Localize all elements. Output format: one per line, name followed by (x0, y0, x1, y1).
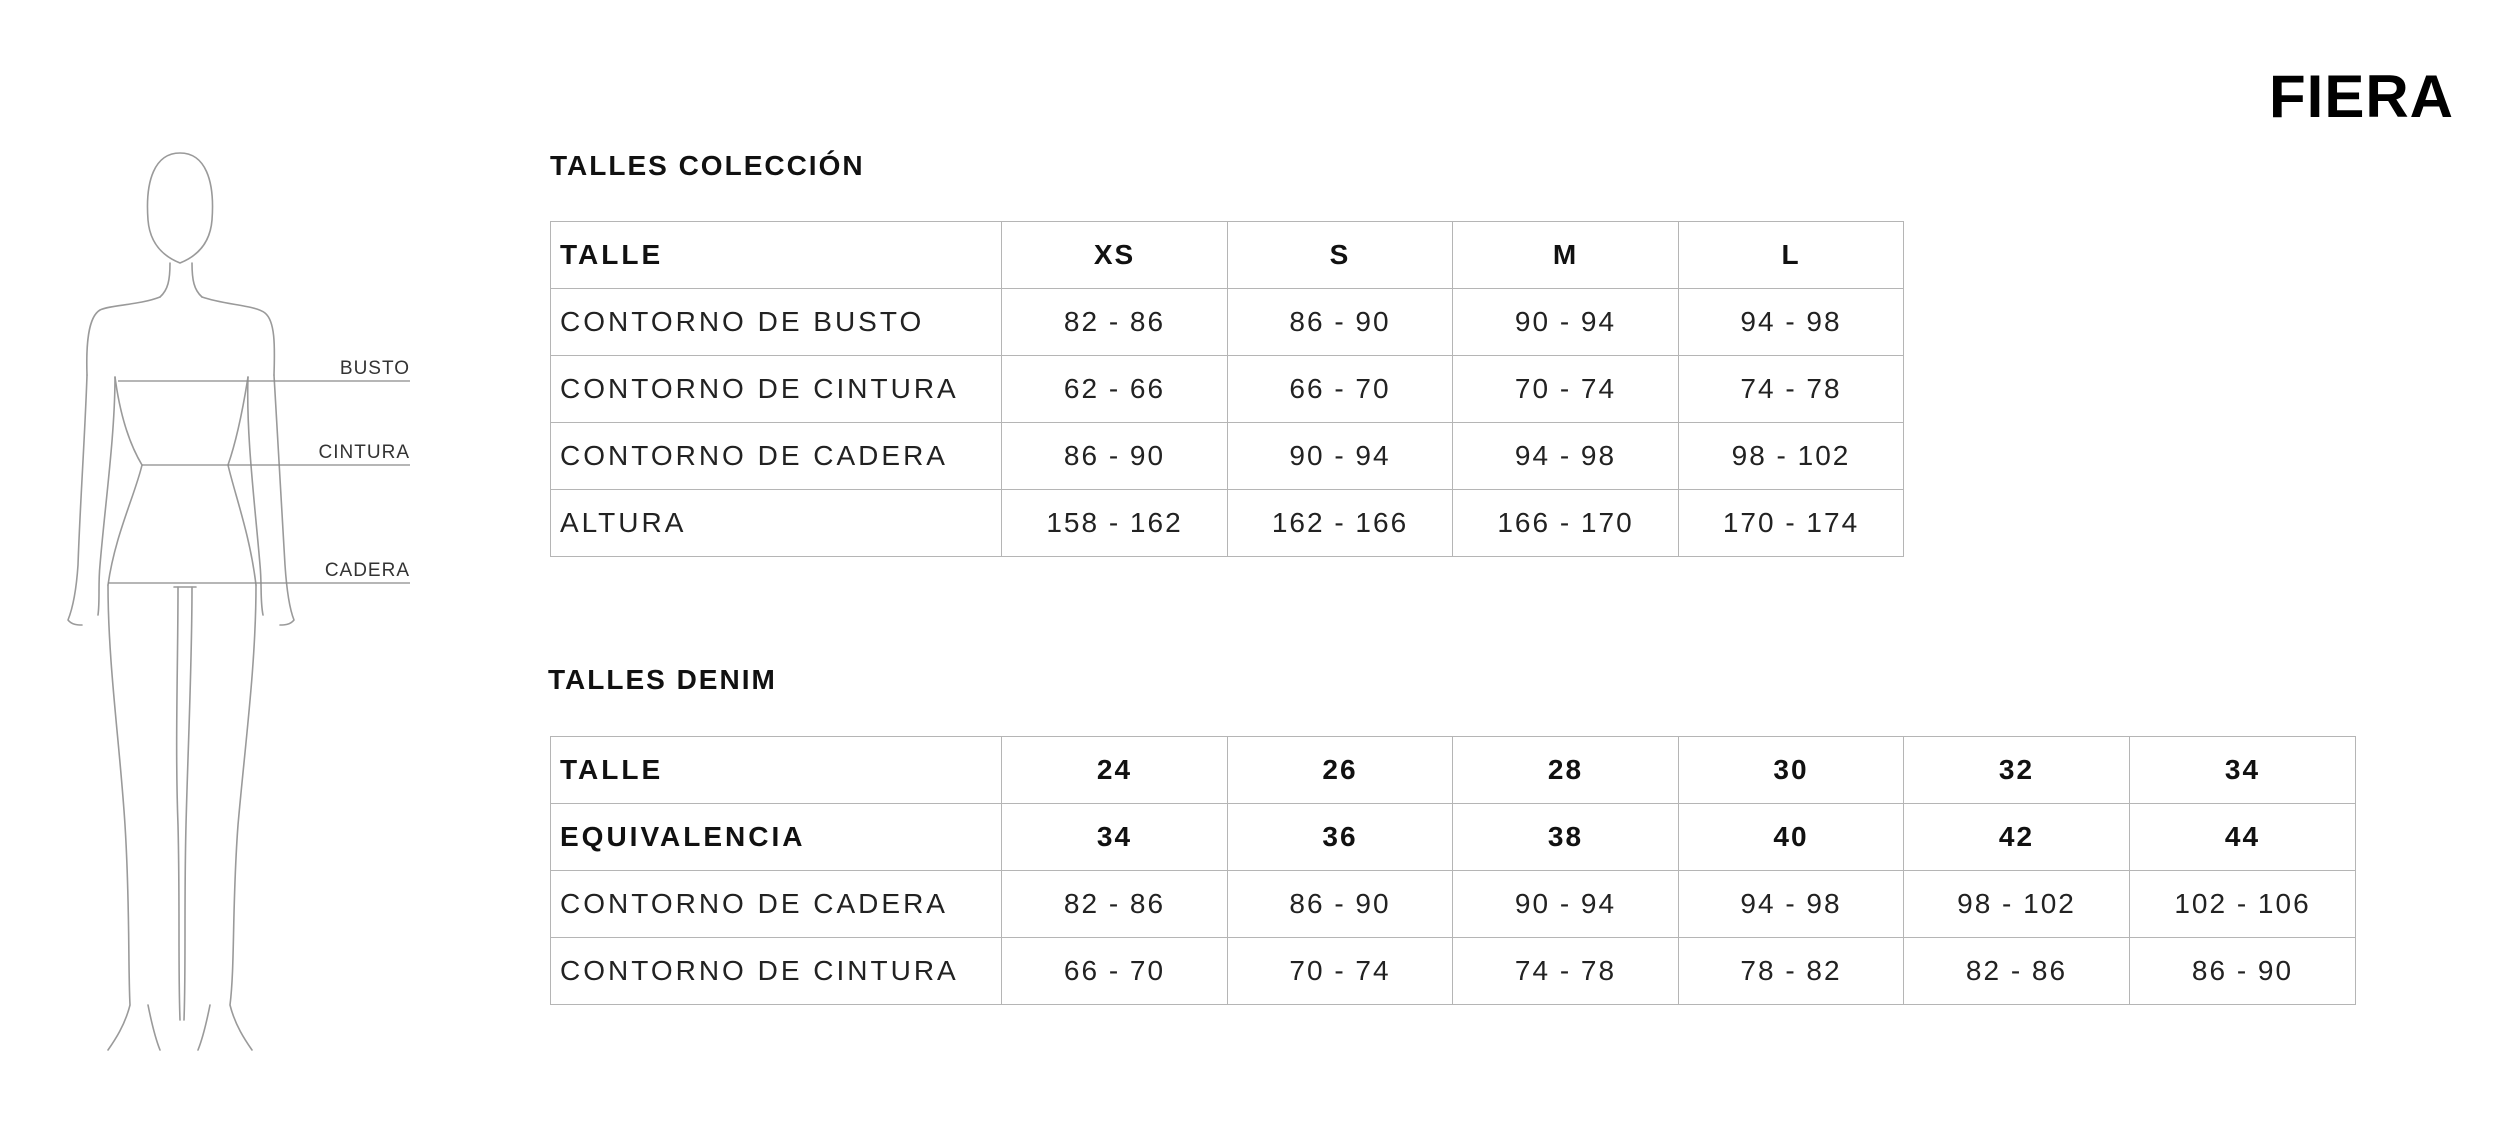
table-cell: 166 - 170 (1453, 490, 1679, 557)
header-cell: XS (1002, 222, 1228, 289)
header-cell: TALLE (551, 222, 1002, 289)
table-cell: 66 - 70 (1002, 938, 1228, 1005)
table-cell: 94 - 98 (1453, 423, 1679, 490)
denim-title: TALLES DENIM (548, 664, 777, 695)
table-cell: 82 - 86 (1904, 938, 2130, 1005)
body-figure-illustration (60, 145, 440, 1055)
table-cell: 86 - 90 (1002, 423, 1228, 490)
header-cell: 24 (1002, 737, 1228, 804)
table-cell: 42 (1904, 804, 2130, 871)
table-cell: 90 - 94 (1453, 871, 1679, 938)
cintura-label: CINTURA (318, 442, 410, 463)
brand-logo: FIERA (2269, 63, 2454, 130)
table-row (551, 490, 1904, 557)
header-cell: 30 (1679, 737, 1904, 804)
table-cell: 102 - 106 (2130, 871, 2356, 938)
table-cell: 90 - 94 (1453, 289, 1679, 356)
table-cell: 82 - 86 (1002, 289, 1228, 356)
row-label: CONTORNO DE CADERA (551, 871, 1002, 938)
table-cell: 66 - 70 (1228, 356, 1453, 423)
table-cell: 70 - 74 (1453, 356, 1679, 423)
header-cell: S (1228, 222, 1453, 289)
table-cell: 40 (1679, 804, 1904, 871)
table-cell: 78 - 82 (1679, 938, 1904, 1005)
table-header-row (551, 222, 1904, 289)
table-cell: 36 (1228, 804, 1453, 871)
header-cell: L (1679, 222, 1904, 289)
table-row (551, 289, 1904, 356)
table-row (551, 423, 1904, 490)
table-cell: 74 - 78 (1679, 356, 1904, 423)
table-cell: 44 (2130, 804, 2356, 871)
header-cell: 32 (1904, 737, 2130, 804)
table-cell: 62 - 66 (1002, 356, 1228, 423)
body-outline-icon (60, 145, 440, 1055)
table-cell: 38 (1453, 804, 1679, 871)
header-cell: 26 (1228, 737, 1453, 804)
table-cell: 34 (1002, 804, 1228, 871)
header-cell: 34 (2130, 737, 2356, 804)
table-cell: 94 - 98 (1679, 871, 1904, 938)
table-cell: 82 - 86 (1002, 871, 1228, 938)
table-cell: 170 - 174 (1679, 490, 1904, 557)
equivalencia-row (551, 804, 2356, 871)
table-header-row (551, 737, 2356, 804)
table-row (551, 938, 2356, 1005)
table-cell: 162 - 166 (1228, 490, 1453, 557)
table-row (551, 356, 1904, 423)
coleccion-title: TALLES COLECCIÓN (550, 150, 865, 181)
header-cell: 28 (1453, 737, 1679, 804)
row-label: CONTORNO DE CINTURA (551, 356, 1002, 423)
header-cell: M (1453, 222, 1679, 289)
table-cell: 86 - 90 (1228, 871, 1453, 938)
row-label: CONTORNO DE CADERA (551, 423, 1002, 490)
table-cell: 86 - 90 (2130, 938, 2356, 1005)
table-cell: 98 - 102 (1904, 871, 2130, 938)
table-cell: 74 - 78 (1453, 938, 1679, 1005)
table-cell: 158 - 162 (1002, 490, 1228, 557)
row-label: ALTURA (551, 490, 1002, 557)
table-cell: 86 - 90 (1228, 289, 1453, 356)
denim-size-table (550, 736, 2356, 1005)
row-label: CONTORNO DE BUSTO (551, 289, 1002, 356)
table-cell: 70 - 74 (1228, 938, 1453, 1005)
coleccion-size-table (550, 221, 1904, 557)
table-cell: 94 - 98 (1679, 289, 1904, 356)
header-cell: TALLE (551, 737, 1002, 804)
table-cell: 90 - 94 (1228, 423, 1453, 490)
row-label: CONTORNO DE CINTURA (551, 938, 1002, 1005)
table-cell: 98 - 102 (1679, 423, 1904, 490)
cadera-label: CADERA (324, 560, 410, 581)
busto-label: BUSTO (339, 358, 410, 379)
row-label: EQUIVALENCIA (551, 804, 1002, 871)
table-row (551, 871, 2356, 938)
